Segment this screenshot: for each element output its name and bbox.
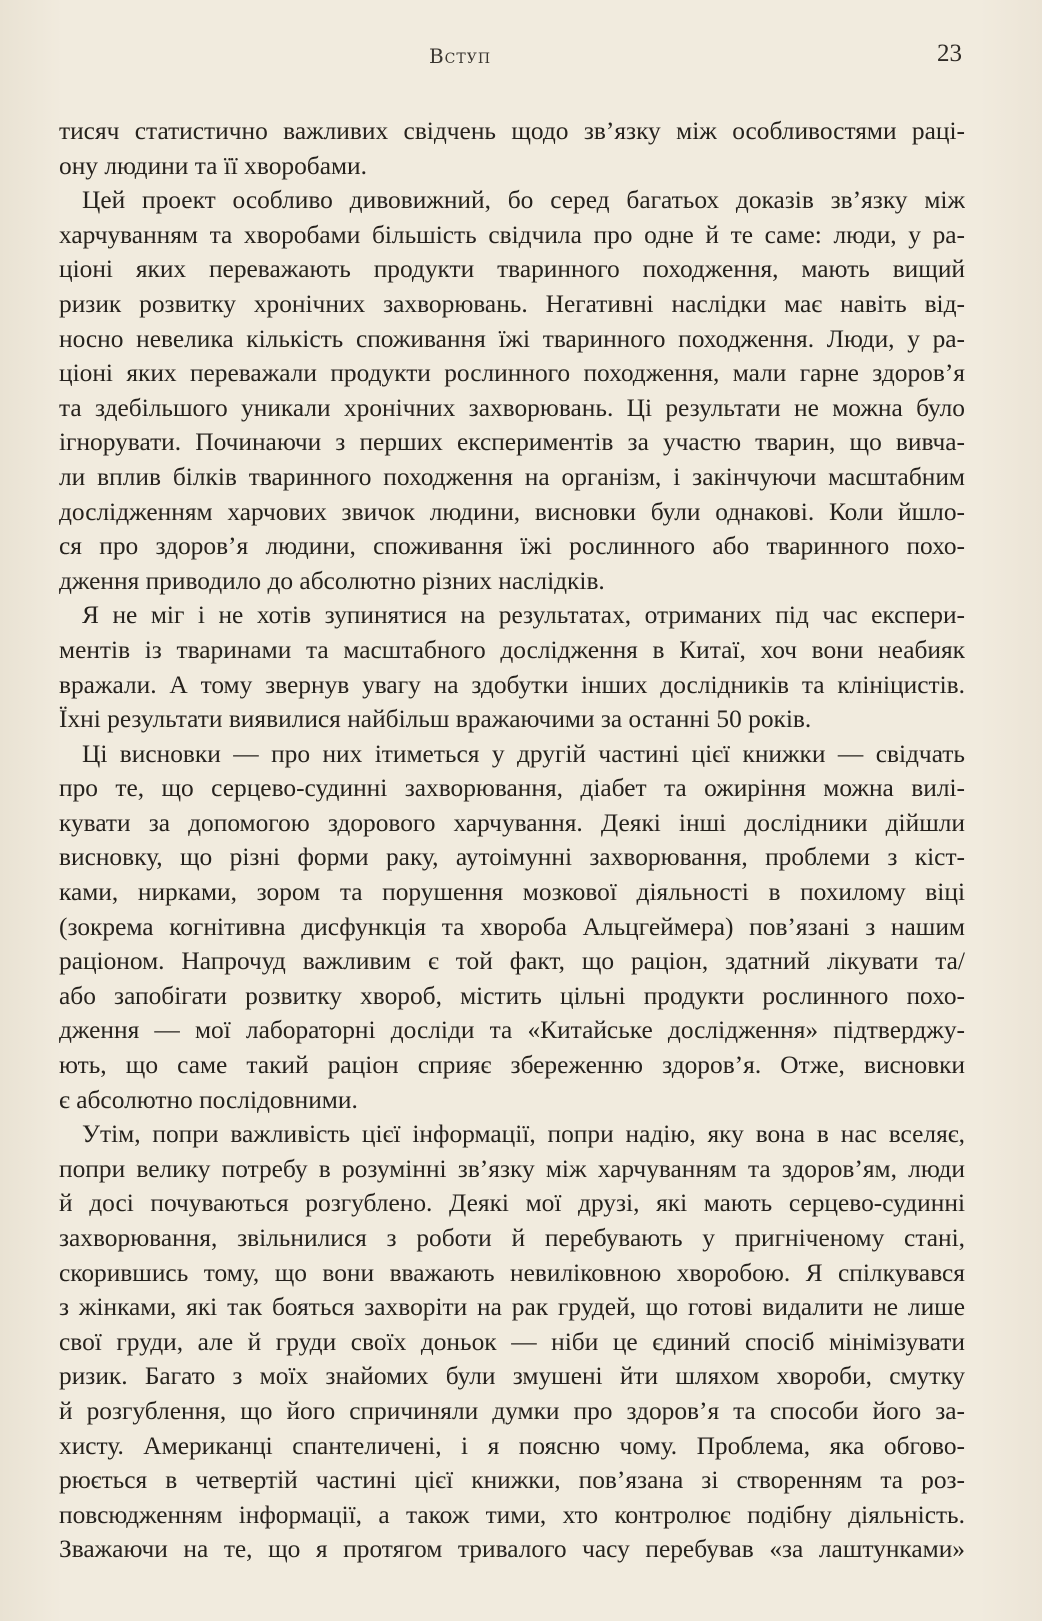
text-line: Я не міг і не хотів зупинятися на результатах, отриманих під час експери-: [82, 601, 965, 630]
text-line: й розгублення, що його спричиняли думки про здоров’я та способи його за-: [59, 1396, 965, 1425]
text-line: ся про здоров’я людини, споживання їжі рослинного або тваринного похо-: [59, 532, 965, 561]
text-line: вражали. А тому звернув увагу на здобутки інших дослідників та клініцистів.: [59, 670, 965, 699]
text-line: ціоні яких переважають продукти тваринного походження, мають вищий: [59, 255, 965, 284]
text-line: ризик розвитку хронічних захворювань. Негативні наслідки має навіть від-: [59, 289, 965, 318]
text-line: й досі почуваються розгублено. Деякі мої друзі, які мають серцево-судинні: [59, 1189, 965, 1218]
text-line: захворювання, звільнилися з роботи й перебувають у пригніченому стані,: [59, 1224, 965, 1252]
text-line: ціоні яких переважали продукти рослинного походження, мали гарне здоров’я: [59, 359, 965, 388]
text-line: дження — мої лабораторні досліди та «Китайське дослідження» підтверджу-: [59, 1016, 965, 1045]
text-line: ками, нирками, зором та порушення мозкової діяльності в похилому віці: [59, 878, 965, 907]
text-line: ризик. Багато з моїх знайомих були змушені йти шляхом хвороби, смутку: [59, 1362, 965, 1391]
page-number: 23: [937, 40, 962, 67]
text-line: Утім, попри важливість цієї інформації, попри надію, яку вона в нас вселяє,: [82, 1120, 965, 1149]
text-line: висновку, що різні форми раку, аутоімунні захворювання, проблеми з кіст-: [59, 843, 965, 872]
text-line: Ці висновки — про них ітиметься у другій частині цієї книжки — свідчать: [82, 739, 965, 768]
text-line: повсюдженням інформації, а також тими, хто контролює подібну діяльність.: [59, 1500, 965, 1529]
text-line: з жінками, які так бояться захворіти на рак грудей, що готові видалити не лише: [59, 1293, 965, 1322]
text-line: Їхні результати виявилися найбільш вражаючими за останні 50 років.: [59, 705, 812, 734]
text-line: або запобігати розвитку хвороб, містить цільні продукти рослинного похо-: [59, 981, 965, 1010]
text-line: (зокрема когнітивна дисфункція та хвороба Альцгеймера) пов’язані з нашим: [59, 912, 965, 941]
text-line: попри велику потребу в розумінні зв’язку між харчуванням та здоров’ям, люди: [59, 1154, 965, 1183]
text-line: кувати за допомогою здорового харчування. Деякі інші дослідники дійшли: [59, 808, 965, 837]
text-line: ментів із тваринами та масштабного дослідження в Китаї, хоч вони неабияк: [59, 635, 965, 664]
text-line: свої груди, але й груди своїх доньок — ніби це єдиний спосіб мінімізувати: [59, 1327, 965, 1356]
text-line: Цей проект особливо дивовижний, бо серед багатьох доказів зв’язку між: [82, 186, 965, 215]
text-line: носно невелика кількість споживання їжі тваринного походження. Люди, у ра-: [59, 324, 965, 353]
text-line: харчуванням та хворобами більшість свідчила про одне й те саме: люди, у ра-: [59, 220, 965, 249]
text-line: ігнорувати. Починаючи з перших експериментів за участю тварин, що вивча-: [59, 428, 965, 457]
section-title: Вступ: [428, 44, 492, 68]
text-line: Зважаючи на те, що я протягом тривалого часу перебував «за лаштунками»: [59, 1535, 965, 1564]
text-line: є абсолютно послідовними.: [59, 1085, 358, 1114]
running-header: [0, 40, 1042, 74]
text-line: ли вплив білків тваринного походження на організм, і закінчуючи масштабним: [59, 462, 965, 491]
text-body: [59, 114, 965, 1567]
text-line: раціоном. Напрочуд важливим є той факт, що раціон, здатний лікувати та/: [59, 947, 965, 976]
text-line: про те, що серцево-судинні захворювання, діабет та ожиріння можна вилі-: [59, 774, 965, 803]
text-line: тисяч статистично важливих свідчень щодо зв’язку між особливостями раці-: [59, 117, 965, 145]
text-line: ону людини та її хворобами.: [59, 151, 367, 180]
text-line: ють, що саме такий раціон сприяє збереженню здоров’я. Отже, висновки: [59, 1051, 965, 1080]
text-line: скорившись тому, що вони вважають невиліковною хворобою. Я спілкувався: [59, 1258, 965, 1287]
text-line: дослідженням харчових звичок людини, висновки були однакові. Коли йшло-: [59, 497, 965, 526]
text-line: хисту. Американці спантеличені, і я поясню чому. Проблема, яка обгово-: [59, 1431, 965, 1460]
text-line: рюється в четвертій частині цієї книжки, пов’язана зі створенням та роз-: [59, 1466, 965, 1495]
text-line: та здебільшого уникали хронічних захворювань. Ці результати не можна було: [59, 393, 965, 422]
text-line: дження приводило до абсолютно різних наслідків.: [59, 566, 605, 595]
